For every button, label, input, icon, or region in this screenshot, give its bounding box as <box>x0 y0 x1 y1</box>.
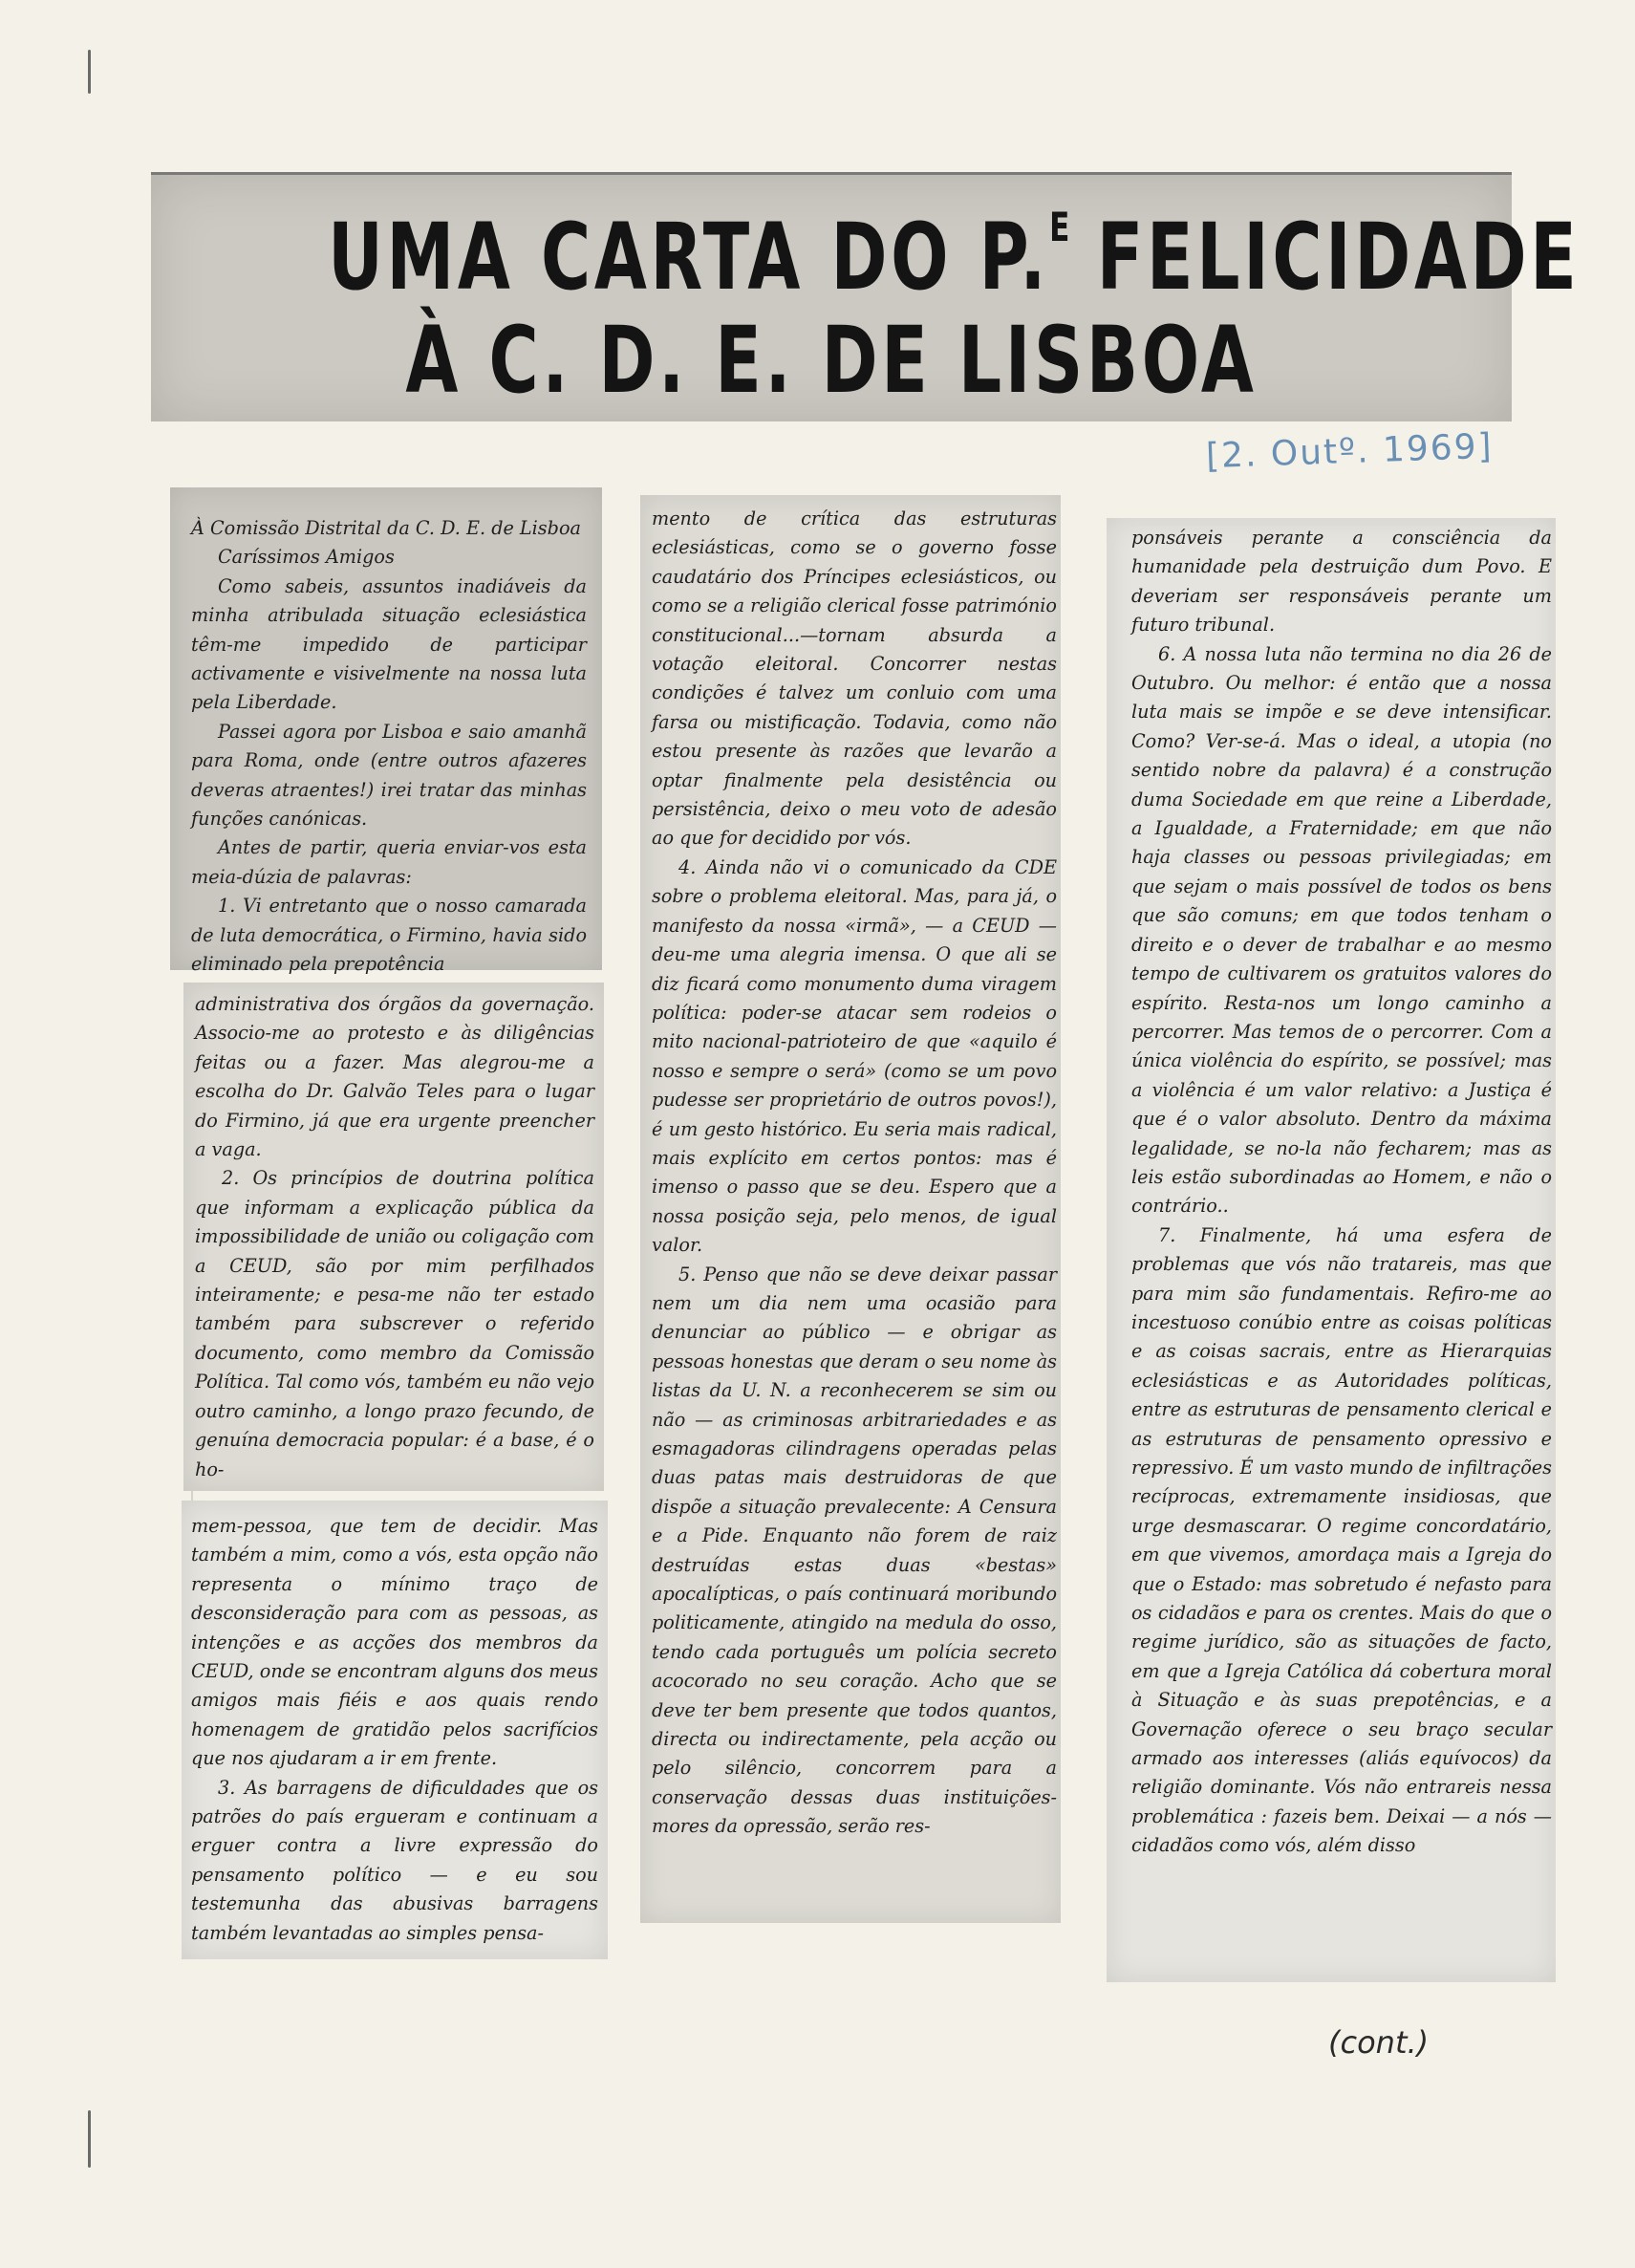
paragraph: 5. Penso que não se deve deixar passar nem um dia nem uma ocasião para denunciar ao público — e obrigar as pessoas honestas que deram o seu nome às listas da U. N. a reconhecerem se sim ou não — as criminosas arbitrariedades e as esmagadoras cilindragens operadas pelas duas patas mais destruidoras de que dispõe a situação prevalecente: A Censura e a Pide. Enquanto não forem de raiz destruídas estas duas «bestas» apocalípticas, o país continuará moribundo politicamente, atingido na medula do osso, tendo cada português um polícia secreto acocorado no seu coração. Acho que se deve ter bem presente que todos quantos, directa ou indirectamente, pela acção ou pelo silêncio, concorrem para a conservação dessas duas instituições-mores da opressão, serão res- <box>652 1263 1057 1838</box>
handwritten-continued-note: (cont.) <box>1328 2024 1430 2061</box>
paragraph: 6. A nossa luta não termina no dia 26 de Outubro. Ou melhor: é então que a nossa luta mais se impõe e se deve intensificar. Como? Ver-se-á. Mas o ideal, a utopia (no sentido nobre da palavra) é a construção duma Sociedade em que reine a Liberdade, a Igualdade, a Fraternidade; em que não haja classes ou pessoas privilegiadas; em que sejam o mais possível de todos os bens que são comuns; em que todos tenham o direito e o dever de trabalhar e ao mesmo tempo de cultivarem os gratuitos valores do espírito. Resta-nos um longo caminho a percorrer. Mas temos de o percorrer. Com a única violência do espírito, se possível; mas a violência é um valor relativo: a Justiça é que é o valor absoluto. Dentro da máxima legalidade, se no-la não fecharem; mas as leis estão subordinadas ao Homem, e não o contrário.. <box>1131 642 1552 1218</box>
salutation-addressee: À Comissão Distrital da C. D. E. de Lisboa <box>191 517 581 539</box>
paragraph: 7. Finalmente, há uma esfera de problemas que vós não tratareis, mas que para mim são fundamentais. Refiro-me ao incestuoso conúbio entre as coisas políticas e as coisas sacrais, entre as Hierarquias eclesiásticas e as Autoridades políticas, entre as estruturas de pensamento clerical e as estruturas de pensamento opressivo e repressivo. É um vasto mundo de infiltrações recíprocas, extremamente insidiosas, que urge desmascarar. O regime concordatário, em que vivemos, amordaça mais a Igreja do que o Estado: mas sobretudo é nefasto para os cidadãos e para os crentes. Mais do que o regime jurídico, são as situações de facto, em que a Igreja Católica dá cobertura moral à Situação e às suas prepotências, e a Governação oferece o seu braço secular armado aos interesses (aliás equívocos) da religião dominante. Vós não entrareis nessa problemática : fazeis bem. Deixai — a nós — cidadãos como vós, além disso <box>1131 1223 1552 1857</box>
headline-text: UMA CARTA DO P. <box>328 204 1050 311</box>
paragraph: administrativa dos órgãos da governação. Associo-me ao protesto e às diligências feitas ou a fazer. Mas alegrou-me a escolha do Dr. Galvão Teles para o lugar do Firmino, já que era urgente preencher a vaga. <box>195 993 594 1161</box>
binder-hole-mark <box>88 50 91 94</box>
headline-line-2: À C. D. E. DE LISBOA <box>405 307 1258 414</box>
headline-text: FELICIDADE <box>1069 204 1581 311</box>
column-3-clipping <box>1107 518 1556 1982</box>
paragraph: mento de crítica das estruturas eclesiásticas, como se o governo fosse caudatário dos Príncipes eclesiásticos, ou como se a religião clerical fosse património constitucional...—tornam absurda a votação eleitoral. Concorrer nestas condições é talvez um conluio com uma farsa ou mistificação. Todavia, como não estou presente às razões que levarão a optar finalmente pela desistência ou persistência, deixo o meu voto de adesão ao que for decidido por vós. <box>652 508 1057 850</box>
paragraph: Antes de partir, queria enviar-vos esta meia-dúzia de palavras: <box>191 836 587 888</box>
column-1-clipping-c <box>182 1501 608 1959</box>
binder-hole-mark <box>88 2110 91 2168</box>
headline-clipping <box>151 172 1581 421</box>
paragraph: 3. As barragens de dificuldades que os patrões do país ergueram e continuam a erguer contra a livre expressão do pensamento político — e eu sou testemunha das abusivas barragens também levantadas ao simples pensa- <box>191 1776 598 1944</box>
paragraph: Como sabeis, assuntos inadiáveis da minha atribulada situação eclesiástica têm-me impedido de participar activamente e visivelmente na nossa luta pela Liberdade. <box>191 574 587 714</box>
handwritten-date-note: [2. Outº. 1969] <box>1205 426 1495 477</box>
paragraph: Passei agora por Lisboa e saio amanhã para Roma, onde (entre outros afazeres deveras atraentes!) irei tratar das minhas funções canónicas. <box>191 720 587 831</box>
headline-line-1 <box>328 204 1581 311</box>
paragraph: mem-pessoa, que tem de decidir. Mas também a mim, como a vós, esta opção não representa o mínimo traço de desconsideração para com as pessoas, as intenções e as acções dos membros da CEUD, onde se encontram alguns dos meus amigos mais fiéis e aos quais rendo homenagem de gratidão pelos sacrifícios que nos ajudaram a ir em frente. <box>191 1515 598 1770</box>
column-1-clipping-a <box>170 487 602 976</box>
paragraph: 1. Vi entretanto que o nosso camarada de luta democrática, o Firmino, havia sido eliminado pela prepotência <box>191 895 587 976</box>
headline-superscript: E <box>1049 204 1070 250</box>
salutation: Caríssimos Amigos <box>218 546 395 569</box>
paragraph: ponsáveis perante a consciência da humanidade pela destruição dum Povo. E deveriam ser responsáveis perante um futuro tribunal. <box>1131 527 1552 637</box>
paragraph: 4. Ainda não vi o comunicado da CDE sobre o problema eleitoral. Mas, para já, o manifesto da nossa «irmã», — a CEUD — deu-me uma alegria imensa. O que ali se diz ficará como monumento duma viragem política: poder-se atacar sem rodeios o mito nacional-patrioteiro de que «aquilo é nosso e sempre o será» (como se um povo pudesse ser proprietário de outros povos!), é um gesto histórico. Eu seria mais radical, mais explícito em certos pontos: mas é imenso o passo que se deu. Espero que a nossa posição seja, pelo menos, de igual valor. <box>652 855 1057 1257</box>
paragraph: 2. Os princípios de doutrina política que informam a explicação pública da impossibilidade de união ou coligação com a CEUD, são por mim perfilhados inteiramente; e pesa-me não ter estado também para subscrever o referido documento, como membro da Comissão Política. Tal como vós, também eu não vejo outro caminho, a longo prazo fecundo, de genuína democracia popular: é a base, é o ho- <box>195 1167 594 1480</box>
column-2-clipping <box>640 495 1061 1923</box>
column-1-clipping-b <box>183 983 604 1491</box>
